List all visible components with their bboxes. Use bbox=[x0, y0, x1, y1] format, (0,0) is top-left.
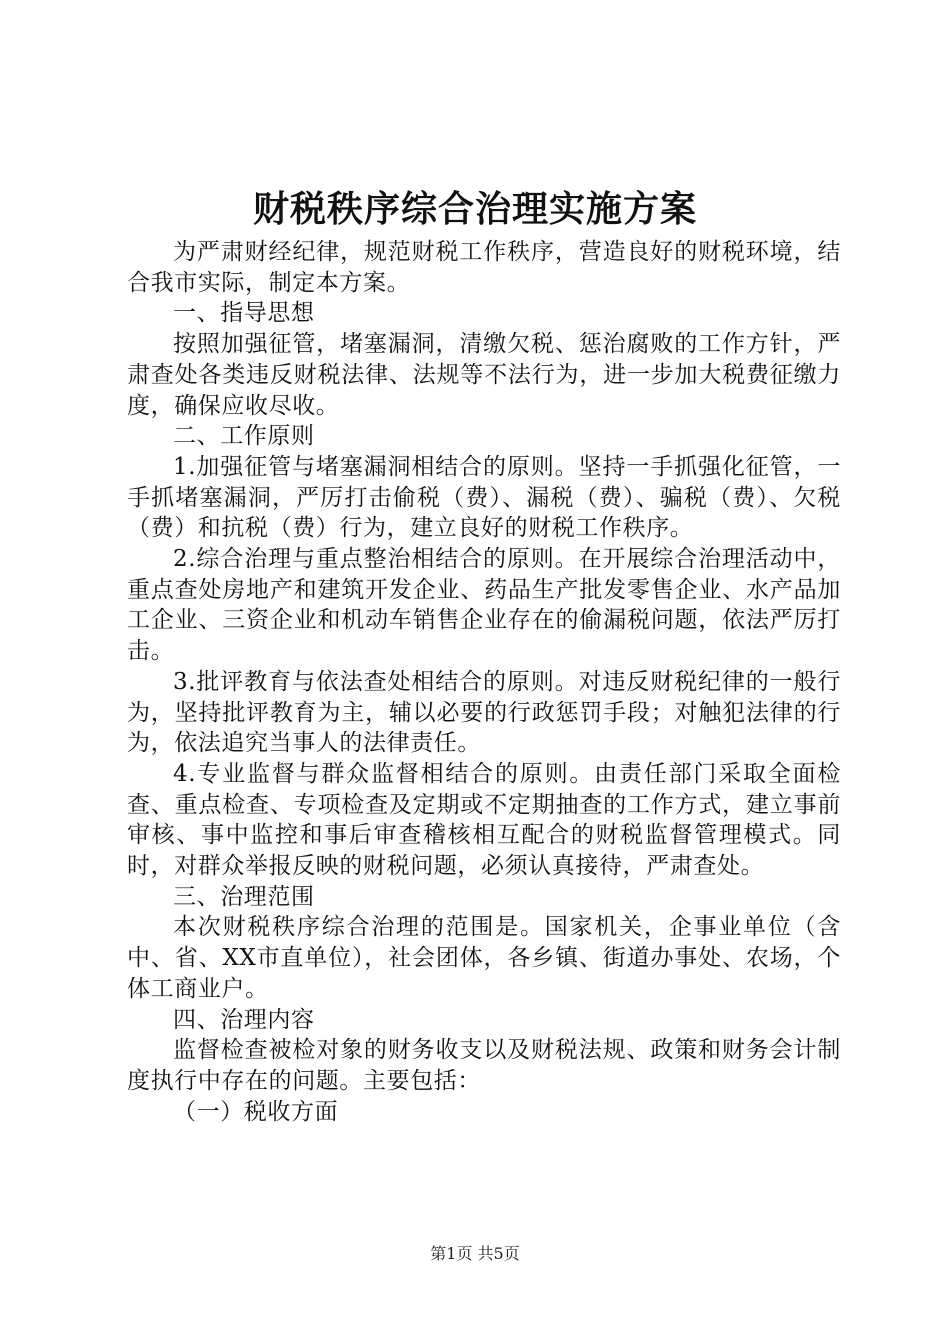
paragraph-governance-scope: 本次财税秩序综合治理的范围是。国家机关，企事业单位（含中、省、XX市直单位），社会团体，各乡镇、街道办事处、农场，个体工商业户。 bbox=[127, 914, 841, 1002]
paragraph-principle-3: 3.批评教育与依法查处相结合的原则。对违反财税纪律的一般行为，坚持批评教育为主，辅以必要的行政惩罚手段；对触犯法律的行为，依法追究当事人的法律责任。 bbox=[127, 668, 841, 757]
paragraph-governance-content: 监督检查被检对象的财务收支以及财税法规、政策和财务会计制度执行中存在的问题。主要包括： bbox=[127, 1037, 841, 1094]
paragraph-principle-1: 1.加强征管与堵塞漏洞相结合的原则。坚持一手抓强化征管，一手抓堵塞漏洞，严厉打击偷税（费）、漏税（费）、骗税（费）、欠税（费）和抗税（费）行为，建立良好的财税工作秩序。 bbox=[127, 453, 841, 542]
heading-governance-content: 四、治理内容 bbox=[173, 1006, 315, 1033]
heading-governance-scope: 三、治理范围 bbox=[173, 883, 315, 910]
paragraph-guiding-ideology: 按照加强征管，堵塞漏洞，清缴欠税、惩治腐败的工作方针，严肃查处各类违反财税法律、法规等不法行为，进一步加大税费征缴力度，确保应收尽收。 bbox=[127, 331, 841, 419]
page-footer: 第1页 共5页 bbox=[430, 1244, 520, 1263]
subheading-tax-aspect: （一）税收方面 bbox=[173, 1098, 339, 1125]
heading-working-principles: 二、工作原则 bbox=[173, 423, 315, 450]
paragraph-intro: 为严肃财经纪律，规范财税工作秩序，营造良好的财税环境，结合我市实际，制定本方案。 bbox=[127, 239, 841, 296]
document-body bbox=[127, 237, 841, 1127]
paragraph-principle-2: 2.综合治理与重点整治相结合的原则。在开展综合治理活动中，重点查处房地产和建筑开发企业、药品生产批发零售企业、水产品加工企业、三资企业和机动车销售企业存在的偷漏税问题，依法严厉打击。 bbox=[127, 546, 841, 665]
document-title: 财税秩序综合治理实施方案 bbox=[252, 188, 697, 230]
heading-guiding-ideology: 一、指导思想 bbox=[173, 300, 315, 327]
paragraph-principle-4: 4.专业监督与群众监督相结合的原则。由责任部门采取全面检查、重点检查、专项检查及定期或不定期抽查的工作方式，建立事前审核、事中监控和事后审查稽核相互配合的财税监督管理模式。同时，对群众举报反映的财税问题，必须认真接待，严肃查处。 bbox=[127, 760, 841, 880]
